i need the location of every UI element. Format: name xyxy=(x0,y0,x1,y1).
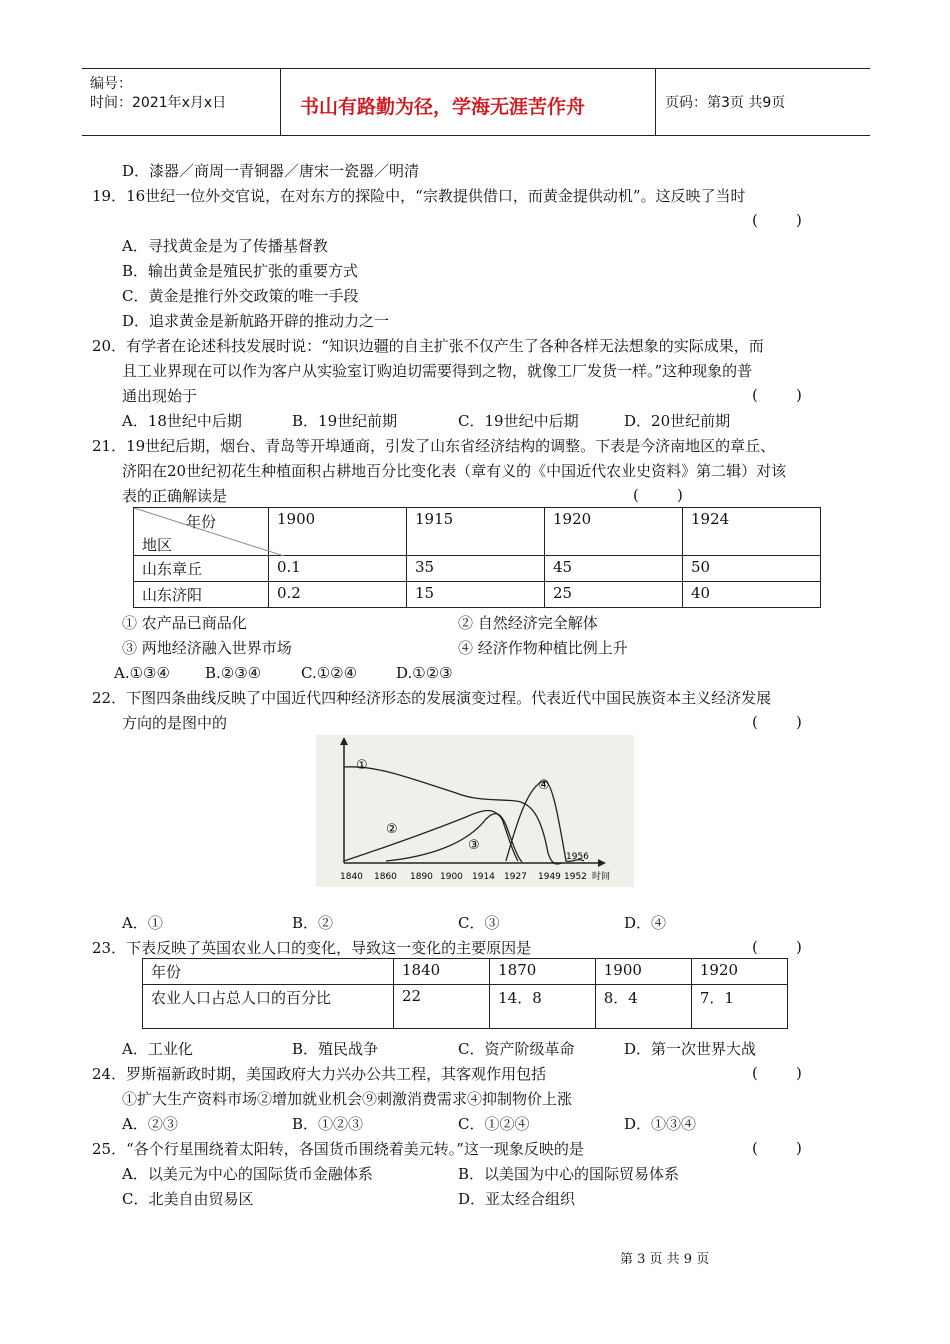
header-date-label: 时间：2021年x月x日 xyxy=(90,95,227,111)
q21-table-corner-year: 年份 xyxy=(186,513,217,531)
q25-answer-paren: ( ) xyxy=(752,1139,802,1157)
q25-option-a: A．以美元为中心的国际货币金融体系 xyxy=(122,1165,373,1183)
q20-stem-line1: 20．有学者在论述科技发展时说：“知识边疆的自主扩张不仅产生了各种各样无法想象的实际成果，而 xyxy=(92,337,764,355)
q22-stem-line2: 方向的是图中的 xyxy=(122,714,228,732)
header-page-label: 页码：第3页 共9页 xyxy=(665,95,786,111)
q20-answer-paren: ( ) xyxy=(752,386,802,404)
q23-option-d: D．第一次世界大战 xyxy=(624,1040,757,1058)
q19-option-a: A．寻找黄金是为了传播基督教 xyxy=(122,237,328,255)
q20-option-a: A．18世纪中后期 xyxy=(122,412,242,430)
q22-option-c: C．③ xyxy=(458,914,500,932)
q21-table-cell: 25 xyxy=(545,582,683,608)
q22-x-label: 1900 xyxy=(440,872,463,882)
q23-answer-paren: ( ) xyxy=(752,938,802,956)
q23-table-cell: 22 xyxy=(394,985,490,1029)
table-row xyxy=(134,556,821,582)
q21-stem-line2: 济阳在20世纪初花生种植面积占耕地百分比变化表（章有义的《中国近代农业史资料》第二辑）对该 xyxy=(122,462,787,480)
q22-x-label: 1890 xyxy=(410,872,433,882)
q24-option-a: A．②③ xyxy=(122,1115,178,1133)
q21-stem-line3: 表的正确解读是 xyxy=(122,487,228,505)
q22-curve-label-2: ② xyxy=(386,822,398,837)
q24-option-c: C．①②④ xyxy=(458,1115,530,1133)
header-number-label: 编号： xyxy=(90,76,132,92)
table-row xyxy=(143,985,788,1029)
q23-table-cell: 8．4 xyxy=(595,985,691,1029)
q21-table-corner xyxy=(134,508,269,556)
q21-statement-1: ① 农产品已商品化 xyxy=(122,614,247,632)
q22-curve-label-4: ④ xyxy=(538,778,550,793)
q22-option-b: B．② xyxy=(292,914,334,932)
q23-option-a: A．工业化 xyxy=(122,1040,193,1058)
q21-table-cell: 50 xyxy=(683,556,821,582)
q22-x-label: 1840 xyxy=(340,872,363,882)
q23-table-year: 1900 xyxy=(595,959,691,985)
q19-option-d: D．追求黄金是新航路开辟的推动力之一 xyxy=(122,312,390,330)
q19-answer-paren: ( ) xyxy=(752,211,802,229)
header-motto: 书山有路勤为径，学海无涯苦作舟 xyxy=(300,96,586,118)
q21-table-corner-region: 地区 xyxy=(142,536,173,554)
q23-stem: 23．下表反映了英国农业人口的变化，导致这一变化的主要原因是 xyxy=(92,939,532,957)
q22-curve-label-3: ③ xyxy=(468,838,480,853)
q20-option-d: D．20世纪前期 xyxy=(624,412,731,430)
table-row xyxy=(134,582,821,608)
q22-x-label: 1860 xyxy=(374,872,397,882)
q21-option-a: A.①③④ xyxy=(114,664,170,682)
q23-table-cell: 7．1 xyxy=(691,985,787,1029)
q21-table-region: 山东济阳 xyxy=(134,582,269,608)
q21-table-year: 1920 xyxy=(545,508,683,556)
q21-statement-3: ③ 两地经济融入世界市场 xyxy=(122,639,292,657)
q21-table-year: 1924 xyxy=(683,508,821,556)
q22-figure xyxy=(316,735,634,887)
q18-option-d: D．漆器／商周一青铜器／唐宋一瓷器／明清 xyxy=(122,162,420,180)
q22-end-label: 1956 xyxy=(566,852,589,862)
q19-option-c: C．黄金是推行外交政策的唯一手段 xyxy=(122,287,359,305)
header-divider-left xyxy=(280,68,281,136)
q23-table-year: 1840 xyxy=(394,959,490,985)
q23-table-year: 1870 xyxy=(490,959,596,985)
q22-stem-line1: 22．下图四条曲线反映了中国近代四种经济形态的发展演变过程。代表近代中国民族资本主义经济发展 xyxy=(92,689,772,707)
q21-answer-paren: ( ) xyxy=(633,486,683,504)
q23-table xyxy=(142,958,788,1029)
q25-option-d: D．亚太经合组织 xyxy=(458,1190,576,1208)
q22-option-a: A．① xyxy=(122,914,163,932)
q22-x-label: 1952 xyxy=(564,872,587,882)
q22-answer-paren: ( ) xyxy=(752,713,802,731)
q23-option-b: B．殖民战争 xyxy=(292,1040,379,1058)
q21-table-cell: 0.2 xyxy=(269,582,407,608)
q21-table-cell: 15 xyxy=(407,582,545,608)
q25-option-b: B．以美国为中心的国际贸易体系 xyxy=(458,1165,680,1183)
q20-option-c: C．19世纪中后期 xyxy=(458,412,579,430)
q21-option-c: C.①②④ xyxy=(301,664,358,682)
q23-table-header: 年份 xyxy=(143,959,394,985)
q24-option-b: B．①②③ xyxy=(292,1115,364,1133)
q23-table-cell: 14．8 xyxy=(490,985,596,1029)
q21-table-year: 1915 xyxy=(407,508,545,556)
q20-stem-line2: 且工业界现在可以作为客户从实验室订购迫切需要得到之物，就像工厂发货一样。”这种现象的普 xyxy=(122,362,753,380)
q21-table xyxy=(133,507,821,608)
q23-option-c: C．资产阶级革命 xyxy=(458,1040,575,1058)
q22-x-label: 1949 xyxy=(538,872,561,882)
q19-stem: 19．16世纪一位外交官说，在对东方的探险中，“宗教提供借口，而黄金提供动机”。这反映了当时 xyxy=(92,187,746,205)
q22-curve-label-1: ① xyxy=(356,758,368,773)
q24-stem: 24．罗斯福新政时期，美国政府大力兴办公共工程，其客观作用包括 xyxy=(92,1065,547,1083)
q22-x-label: 1914 xyxy=(472,872,495,882)
q24-statements: ①扩大生产资料市场②增加就业机会⑨刺激消费需求④抑制物价上涨 xyxy=(122,1090,573,1108)
q21-table-cell: 35 xyxy=(407,556,545,582)
q21-option-d: D.①②③ xyxy=(396,664,453,682)
q21-stem-line1: 21．19世纪后期，烟台、青岛等开埠通商，引发了山东省经济结构的调整。下表是今济南地区的章丘、 xyxy=(92,437,776,455)
q21-table-cell: 0.1 xyxy=(269,556,407,582)
q21-table-region: 山东章丘 xyxy=(134,556,269,582)
q21-table-cell: 45 xyxy=(545,556,683,582)
q25-stem: 25．“各个行星围绕着太阳转，各国货币围绕着美元转。”这一现象反映的是 xyxy=(92,1140,584,1158)
q21-statement-2: ② 自然经济完全解体 xyxy=(458,614,598,632)
header-top-rule xyxy=(82,68,870,69)
footer-page-number: 第 3 页 共 9 页 xyxy=(620,1252,710,1267)
q24-option-d: D．①③④ xyxy=(624,1115,697,1133)
q21-table-year: 1900 xyxy=(269,508,407,556)
q21-statement-4: ④ 经济作物种植比例上升 xyxy=(458,639,628,657)
q23-table-year: 1920 xyxy=(691,959,787,985)
q21-table-cell: 40 xyxy=(683,582,821,608)
q22-option-d: D．④ xyxy=(624,914,667,932)
q22-x-axis-title: 时间 xyxy=(592,872,611,882)
q20-option-b: B．19世纪前期 xyxy=(292,412,398,430)
q24-answer-paren: ( ) xyxy=(752,1064,802,1082)
q19-option-b: B．输出黄金是殖民扩张的重要方式 xyxy=(122,262,359,280)
q20-stem-line3: 通出现始于 xyxy=(122,387,198,405)
q23-table-row-label: 农业人口占总人口的百分比 xyxy=(143,985,394,1029)
header-divider-right xyxy=(655,68,656,136)
q25-option-c: C．北美自由贸易区 xyxy=(122,1190,254,1208)
header-bottom-rule xyxy=(82,135,870,136)
q22-x-label: 1927 xyxy=(504,872,527,882)
q21-option-b: B.②③④ xyxy=(205,664,262,682)
